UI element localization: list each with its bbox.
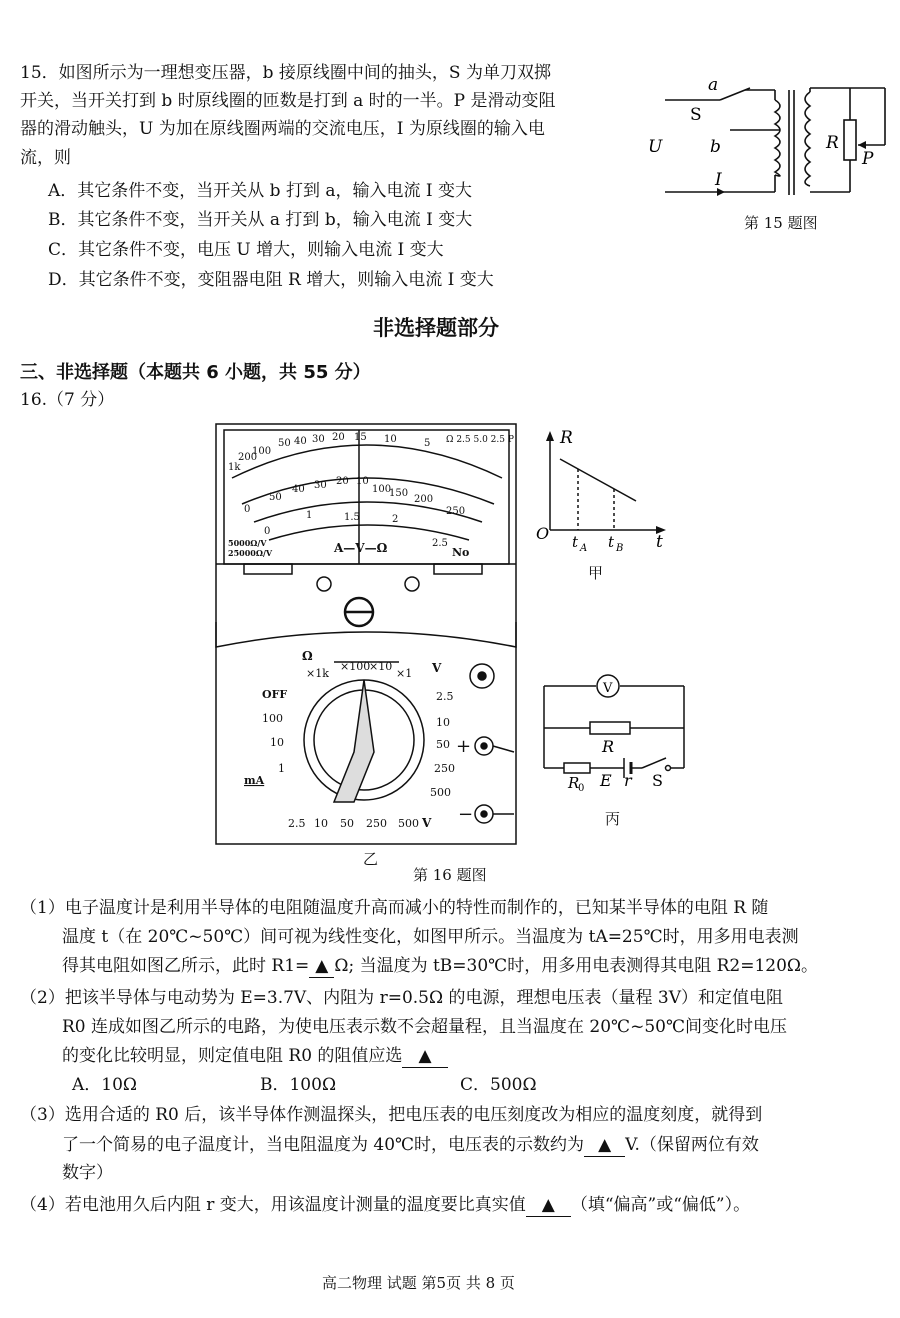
meter-top-5: 5 — [424, 438, 431, 449]
q15-option-a: A．其它条件不变，当开关从 b 打到 a，输入电流 I 变大 — [48, 181, 473, 201]
q16-option-b: B．100Ω — [260, 1075, 337, 1095]
q15-line2: 开关，当开关打到 b 时原线圈的匝数是打到 a 时的一半。P 是滑动变阻 — [20, 91, 556, 111]
circuit-r: R — [602, 737, 615, 756]
q15-label-i: I — [715, 170, 722, 190]
q15-line4: 流，则 — [20, 148, 71, 168]
q16-caption: 第 16 题图 — [413, 866, 487, 884]
ma-10: 10 — [270, 736, 284, 749]
circuit-small-r: r — [624, 771, 632, 790]
q16-part3-line3: 数字） — [62, 1163, 113, 1183]
vac-50: 50 — [340, 817, 354, 830]
circuit-r0-sub: 0 — [578, 783, 585, 792]
q15-transformer-figure — [640, 70, 890, 210]
q16-part4: （4）若电池用久后内阻 r 变大，用该温度计测量的温度要比真实值 ▲ （填“偏高”或“偏低”）。 — [20, 1195, 751, 1215]
meter-top-200: 200 — [238, 452, 258, 463]
q16-part2-line1: （2）把该半导体与电动势为 E=3.7V、内阻为 r=0.5Ω 的电源，理想电压表（量程 3V）和定值电阻 — [20, 988, 783, 1008]
voltmeter-label: V — [603, 681, 613, 696]
meter-row2-0: 0 — [244, 504, 251, 515]
meter-row2-50: 50 — [269, 492, 282, 503]
vac-2-5: 2.5 — [288, 817, 306, 830]
q15-line3: 器的滑动触头，U 为加在原线圈两端的交流电压，I 为原线圈的输入电 — [20, 119, 545, 139]
graph-axis-r: R — [560, 428, 573, 448]
q16-part1-line2: 温度 t（在 20℃~50℃）间可视为线性变化，如图甲所示。当温度为 tA=25℃时，用多用电表测 — [62, 927, 799, 947]
vdc-500: 500 — [430, 786, 451, 799]
graph-r-vs-t — [532, 425, 672, 555]
meter-row4-2-5: 2.5 — [432, 538, 448, 549]
meter-row3-100: 100 — [372, 484, 392, 495]
meter-row3-200: 200 — [414, 494, 434, 505]
graph-origin: O — [536, 524, 550, 543]
q15-option-d: D．其它条件不变，变阻器电阻 R 增大，则输入电流 I 变大 — [48, 270, 494, 290]
meter-top-50: 50 — [278, 438, 291, 449]
multimeter-figure — [214, 422, 518, 846]
range-x10: ×10 — [369, 660, 393, 673]
range-off: OFF — [262, 688, 288, 701]
q16-part3-line2: 了一个简易的电子温度计，当电阻温度为 40℃时，电压表的示数约为 ▲ V.（保留两位有效 — [62, 1135, 759, 1155]
graph-axis-t: t — [656, 532, 663, 552]
page-footer: 高二物理 试题 第5页 共 8 页 — [322, 1274, 515, 1292]
meter-omega-p: Ω 2.5 5.0 2.5 P — [446, 435, 514, 445]
q15-line1: 15．如图所示为一理想变压器，b 接原线圈中间的抽头，S 为单刀双掷 — [20, 63, 551, 83]
meter-row2-10: 10 — [356, 476, 369, 487]
meter-row2-40: 40 — [292, 484, 305, 495]
q15-option-b: B．其它条件不变，当开关从 a 打到 b，输入电流 I 变大 — [48, 210, 473, 230]
q15-label-b: b — [710, 137, 721, 157]
q16-heading: 16.（7 分） — [20, 390, 115, 410]
ma-1: 1 — [278, 762, 285, 775]
q15-caption: 第 15 题图 — [744, 214, 818, 232]
meter-top-10: 10 — [384, 434, 397, 445]
q16-option-a: A．10Ω — [72, 1075, 138, 1095]
q16-part1-line1: （1）电子温度计是利用半导体的电阻随温度升高而减小的特性而制作的，已知某半导体的电阻 R 随 — [20, 898, 769, 918]
graph-label: 甲 — [588, 564, 604, 582]
meter-ma-label: mA — [244, 774, 265, 787]
vdc-250: 250 — [434, 762, 455, 775]
terminal-minus: − — [458, 804, 474, 825]
circuit-label: 丙 — [605, 810, 621, 828]
meter-serial: No — [452, 546, 470, 559]
part3-heading: 三、非选择题（本题共 6 小题，共 55 分） — [20, 362, 371, 383]
answer-blank-r0[interactable]: ▲ — [402, 1045, 447, 1068]
multimeter-label: 乙 — [363, 850, 379, 868]
q15-label-r: R — [826, 133, 839, 153]
circuit-figure — [538, 672, 690, 792]
answer-blank-bias[interactable]: ▲ — [526, 1194, 571, 1217]
meter-omega-label: Ω — [302, 649, 313, 663]
graph-ta: t — [572, 533, 579, 551]
meter-top-30: 30 — [312, 434, 325, 445]
meter-v-label: V — [432, 661, 442, 675]
meter-top-15: 15 — [354, 432, 367, 443]
meter-row3-250: 250 — [446, 506, 466, 517]
q15-label-p: P — [862, 149, 874, 169]
meter-avo: A—V—Ω — [334, 541, 388, 555]
meter-row2-20: 20 — [336, 476, 349, 487]
q15-option-c: C．其它条件不变，电压 U 增大，则输入电流 I 变大 — [48, 240, 444, 260]
meter-sens-2: 25000Ω/V — [228, 548, 273, 558]
range-x1: ×1 — [396, 667, 413, 680]
circuit-e: E — [600, 771, 612, 790]
meter-row2-30: 30 — [314, 480, 327, 491]
vac-500: 500 — [398, 817, 419, 830]
meter-top-100: 100 — [252, 446, 272, 457]
circuit-switch: S — [652, 771, 663, 790]
range-x1k: ×1k — [306, 667, 329, 680]
graph-ta-sub: A — [580, 543, 588, 554]
answer-blank-r1[interactable]: ▲ — [309, 955, 334, 978]
q15-label-u: U — [648, 137, 663, 157]
q16-part2-line3: 的变化比较明显，则定值电阻 R0 的阻值应选 ▲ — [62, 1045, 448, 1068]
meter-row4-1: 1 — [306, 510, 313, 521]
vdc-10: 10 — [436, 716, 450, 729]
answer-blank-voltage[interactable]: ▲ — [584, 1134, 625, 1157]
meter-top-20: 20 — [332, 432, 345, 443]
section-title: 非选择题部分 — [373, 316, 499, 340]
meter-bottom-v: V — [422, 816, 432, 830]
q16-part3-line1: （3）选用合适的 R0 后，该半导体作测温探头，把电压表的电压刻度改为相应的温度刻度，就得到 — [20, 1105, 763, 1125]
meter-row4-1-5: 1.5 — [344, 512, 360, 523]
q16-option-c: C．500Ω — [460, 1075, 537, 1095]
ma-100: 100 — [262, 712, 283, 725]
range-x100: ×100 — [340, 660, 371, 673]
meter-top-40: 40 — [294, 436, 307, 447]
graph-tb-sub: B — [616, 543, 624, 554]
circuit-r0: R — [568, 774, 580, 792]
q15-label-a: a — [708, 75, 719, 95]
vdc-2-5: 2.5 — [436, 690, 454, 703]
q16-part1-line3: 得其电阻如图乙所示，此时 R1= ▲ Ω; 当温度为 tB=30℃时，用多用电表测得其电阻 R2=120Ω。 — [62, 956, 818, 976]
vac-250: 250 — [366, 817, 387, 830]
vdc-50: 50 — [436, 738, 450, 751]
q16-part2-line2: R0 连成如图乙所示的电路，为使电压表示数不会超量程，且当温度在 20℃~50℃间变化时电压 — [62, 1017, 787, 1037]
meter-row3-150: 150 — [389, 488, 409, 499]
meter-sens-1: 5000Ω/V — [228, 538, 267, 548]
vac-10: 10 — [314, 817, 328, 830]
meter-row4-2: 2 — [392, 514, 399, 525]
terminal-plus: + — [456, 736, 472, 757]
meter-top-1k: 1k — [228, 462, 241, 473]
q15-label-s: S — [690, 105, 702, 125]
graph-tb: t — [608, 533, 615, 551]
meter-row4-0: 0 — [264, 526, 271, 537]
